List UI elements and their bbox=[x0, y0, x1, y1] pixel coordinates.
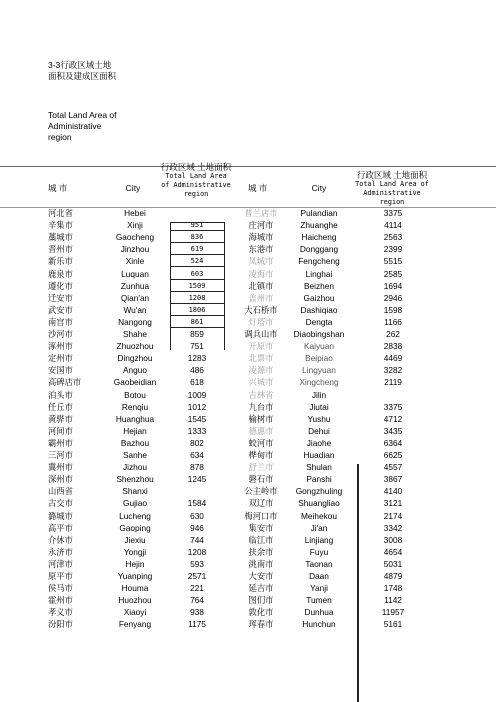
right-city-cn-cell: 庄河市 bbox=[248, 220, 274, 231]
left-city-en-cell: Anguo bbox=[123, 365, 147, 376]
table-row bbox=[0, 219, 496, 231]
left-city-en-cell: Sanhe bbox=[123, 450, 147, 460]
table-row bbox=[0, 546, 496, 558]
right-city-en-cell: Gongzhuling bbox=[295, 486, 343, 497]
right-area-value-cell: 3008 bbox=[383, 534, 403, 545]
table-row bbox=[0, 570, 496, 582]
left-city-cn-cell: 介休市 bbox=[48, 534, 73, 545]
left-city-en-cell: Huanghua bbox=[115, 413, 155, 424]
right-city-en-cell: Diaobingshan bbox=[293, 329, 345, 339]
right-city-en-cell: Shuangliao bbox=[298, 498, 340, 509]
right-city-cn-cell: 延吉市 bbox=[248, 583, 274, 594]
table-row bbox=[0, 606, 496, 618]
left-area-value-cell: 1333 bbox=[187, 425, 207, 436]
table-row bbox=[0, 473, 496, 485]
right-city-cn-cell: 九台市 bbox=[248, 401, 274, 412]
right-city-en-cell: Gaizhou bbox=[303, 292, 335, 303]
table-row bbox=[0, 255, 496, 267]
left-area-value-cell: 1509 bbox=[170, 280, 224, 292]
table-row bbox=[0, 425, 496, 437]
left-city-en-cell: Renqiu bbox=[121, 401, 149, 412]
right-city-cn-cell: 海城市 bbox=[248, 232, 274, 243]
left-city-cn-cell: 南宫市 bbox=[48, 316, 73, 327]
table-row bbox=[0, 594, 496, 606]
left-area-value-cell: 486 bbox=[190, 365, 204, 376]
left-city-cn-cell: 永济市 bbox=[48, 546, 73, 557]
left-area-value-cell: 836 bbox=[170, 231, 224, 243]
right-area-value-cell: 5031 bbox=[383, 558, 403, 569]
left-city-cn-cell: 沙河市 bbox=[48, 329, 73, 339]
right-area-value-cell: 2119 bbox=[384, 377, 402, 388]
left-city-cn-cell: 霸州市 bbox=[48, 437, 73, 448]
right-city-cn-cell: 双辽市 bbox=[248, 498, 274, 509]
right-city-cn-cell: 大石桥市 bbox=[244, 304, 278, 315]
right-area-value-cell: 2585 bbox=[383, 268, 403, 279]
table-row bbox=[0, 497, 496, 509]
table-row bbox=[0, 389, 496, 401]
left-city-en-cell: Zhuozhou bbox=[116, 341, 154, 352]
right-city-en-cell: Taonan bbox=[305, 558, 333, 569]
right-area-value-cell: 1598 bbox=[383, 304, 403, 315]
left-city-en-cell: Botou bbox=[124, 389, 146, 400]
left-city-cn-cell: 汾阳市 bbox=[48, 619, 73, 630]
left-area-value-cell: 951 bbox=[170, 219, 224, 231]
left-city-en-cell: Luquan bbox=[121, 268, 149, 279]
left-area-value-cell: 751 bbox=[190, 341, 204, 352]
right-city-cn-cell: 榆树市 bbox=[248, 413, 274, 424]
left-city-cn-cell: 辛集市 bbox=[48, 220, 73, 231]
right-area-value-cell: 5161 bbox=[383, 619, 403, 630]
left-city-en-cell: Gaoping bbox=[119, 522, 151, 533]
right-city-en-cell: Jilin bbox=[311, 389, 327, 400]
right-city-en-cell: Zhuanghe bbox=[300, 220, 338, 231]
table-row bbox=[0, 618, 496, 630]
right-city-cn-cell: 公主岭市 bbox=[244, 486, 278, 497]
left-area-value-cell: 603 bbox=[170, 268, 224, 280]
right-city-cn-cell: 凌海市 bbox=[248, 268, 274, 279]
left-city-en-cell: Lucheng bbox=[119, 510, 151, 521]
left-city-cn-cell: 新乐市 bbox=[48, 256, 73, 267]
left-area-value-cell: 2571 bbox=[187, 571, 207, 581]
left-area-value-cell: 802 bbox=[190, 437, 204, 448]
left-area-value-cell: 1283 bbox=[187, 353, 207, 364]
left-city-cn-cell: 河间市 bbox=[48, 425, 73, 436]
left-header-city-en: City bbox=[125, 183, 141, 193]
right-area-value-cell: 2174 bbox=[383, 510, 403, 521]
right-city-cn-cell: 敦化市 bbox=[248, 607, 274, 618]
right-value-column-rule bbox=[357, 464, 359, 702]
left-area-value-cell: 1208 bbox=[187, 546, 207, 557]
right-area-value-cell: 4140 bbox=[383, 486, 403, 497]
left-area-value-cell: 1208 bbox=[170, 292, 224, 304]
right-city-en-cell: Shulan bbox=[306, 462, 332, 473]
right-header-area-cn: 行政区域 土地面积 bbox=[356, 170, 428, 180]
left-city-en-cell: Jizhou bbox=[123, 462, 147, 473]
right-area-value-cell: 4654 bbox=[383, 546, 403, 557]
right-city-cn-cell: 北票市 bbox=[248, 353, 274, 364]
table-row bbox=[0, 510, 496, 522]
left-city-cn-cell: 遵化市 bbox=[48, 280, 73, 291]
right-city-en-cell: Hunchun bbox=[302, 619, 336, 630]
right-city-cn-cell: 桦甸市 bbox=[248, 450, 274, 460]
right-city-cn-cell: 盖州市 bbox=[248, 292, 274, 303]
right-city-en-cell: Tumen bbox=[306, 595, 332, 606]
left-city-cn-cell: 霍州市 bbox=[48, 595, 73, 606]
left-city-cn-cell: 侯马市 bbox=[48, 583, 73, 594]
right-city-en-cell: Linghai bbox=[305, 268, 333, 279]
right-city-en-cell: Fuyu bbox=[309, 546, 329, 557]
right-city-cn-cell: 磐石市 bbox=[248, 474, 274, 485]
table-row bbox=[0, 231, 496, 243]
right-area-value-cell: 4557 bbox=[383, 462, 403, 473]
left-city-en-cell: Bazhou bbox=[120, 437, 150, 448]
right-area-value-cell: 3375 bbox=[383, 401, 403, 412]
left-city-en-cell: Hebei bbox=[124, 208, 146, 218]
left-city-cn-cell: 冀州市 bbox=[48, 462, 73, 473]
left-city-en-cell: Wu'an bbox=[123, 304, 147, 315]
left-city-cn-cell: 河北省 bbox=[48, 208, 73, 218]
right-city-en-cell: Yushu bbox=[307, 413, 331, 424]
table-row bbox=[0, 558, 496, 570]
right-city-cn-cell: 凌源市 bbox=[248, 365, 274, 376]
right-city-cn-cell: 临江市 bbox=[248, 534, 274, 545]
left-city-cn-cell: 孝义市 bbox=[48, 607, 73, 618]
right-area-value-cell: 4712 bbox=[383, 413, 403, 424]
right-area-value-cell: 11957 bbox=[381, 607, 405, 618]
left-city-cn-cell: 安国市 bbox=[48, 365, 73, 376]
left-city-en-cell: Hejian bbox=[123, 425, 147, 436]
right-area-value-cell: 5515 bbox=[383, 256, 403, 267]
right-city-en-cell: Beizhen bbox=[304, 280, 334, 291]
left-city-cn-cell: 迁安市 bbox=[48, 292, 73, 303]
right-city-en-cell: Haicheng bbox=[301, 232, 337, 243]
right-city-cn-cell: 大安市 bbox=[248, 571, 274, 581]
right-area-value-cell: 3375 bbox=[383, 208, 403, 218]
left-city-en-cell: Hejin bbox=[125, 558, 145, 569]
right-area-value-cell: 3435 bbox=[383, 425, 403, 436]
left-city-en-cell: Zunhua bbox=[120, 280, 150, 291]
left-city-en-cell: Yongji bbox=[123, 546, 147, 557]
left-city-cn-cell: 晋州市 bbox=[48, 244, 73, 255]
right-area-value-cell: 262 bbox=[386, 329, 400, 339]
right-city-cn-cell: 调兵山市 bbox=[244, 329, 278, 339]
left-city-cn-cell: 高平市 bbox=[48, 522, 73, 533]
right-city-en-cell: Linjiang bbox=[304, 534, 334, 545]
right-header-city-en: City bbox=[311, 183, 327, 193]
right-area-value-cell: 3282 bbox=[383, 365, 403, 376]
right-city-en-cell: Kaiyuan bbox=[304, 341, 334, 352]
right-city-en-cell: Yanji bbox=[310, 583, 328, 594]
left-city-cn-cell: 原平市 bbox=[48, 571, 73, 581]
right-header-city-cn: 城 市 bbox=[248, 183, 268, 193]
left-city-cn-cell: 黄骅市 bbox=[48, 413, 73, 424]
left-city-en-cell: Yuanping bbox=[117, 571, 153, 581]
left-city-cn-cell: 泊头市 bbox=[48, 389, 73, 400]
right-city-cn-cell: 蛟河市 bbox=[248, 437, 274, 448]
left-city-en-cell: Jinzhou bbox=[120, 244, 150, 255]
left-area-value-cell: 1009 bbox=[187, 389, 207, 400]
left-area-value-cell: 1584 bbox=[187, 498, 207, 509]
right-area-value-cell: 2399 bbox=[383, 244, 403, 255]
left-city-cn-cell: 藁城市 bbox=[48, 232, 73, 243]
left-city-en-cell: Houma bbox=[121, 583, 149, 594]
table-title-english: Total Land Area of Administrative region bbox=[48, 110, 117, 142]
right-city-cn-cell: 洮南市 bbox=[248, 558, 274, 569]
right-city-cn-cell: 开原市 bbox=[248, 341, 274, 352]
table-row bbox=[0, 268, 496, 280]
right-city-en-cell: Beipiao bbox=[305, 353, 333, 364]
left-city-en-cell: Xinji bbox=[127, 220, 143, 231]
left-value-box-left-border bbox=[170, 222, 171, 350]
right-area-value-cell: 3867 bbox=[383, 474, 403, 485]
right-city-en-cell: Jiutai bbox=[309, 401, 329, 412]
table-row bbox=[0, 485, 496, 497]
table-row bbox=[0, 364, 496, 376]
table-row bbox=[0, 376, 496, 388]
table-row bbox=[0, 243, 496, 255]
left-area-value-cell: 861 bbox=[170, 316, 224, 328]
right-city-cn-cell: 集安市 bbox=[248, 522, 274, 533]
left-city-cn-cell: 山西省 bbox=[48, 486, 73, 497]
table-row bbox=[0, 534, 496, 546]
left-area-value-cell: 744 bbox=[190, 534, 204, 545]
right-area-value-cell: 1694 bbox=[383, 280, 403, 291]
right-area-value-cell: 4879 bbox=[383, 571, 403, 581]
left-city-en-cell: Gujiao bbox=[123, 498, 147, 509]
right-area-value-cell: 1166 bbox=[384, 316, 402, 327]
right-city-en-cell: Meihekou bbox=[301, 510, 337, 521]
right-header-area-en: Total Land Area of Administrative region bbox=[355, 180, 429, 206]
left-city-cn-cell: 高碑店市 bbox=[48, 377, 82, 388]
left-value-box-top-border bbox=[170, 222, 224, 223]
right-area-value-cell: 6625 bbox=[383, 450, 403, 460]
right-area-value-cell: 2563 bbox=[383, 232, 403, 243]
left-city-cn-cell: 鹿泉市 bbox=[48, 268, 73, 279]
right-city-en-cell: Donggang bbox=[299, 244, 339, 255]
right-area-value-cell: 4469 bbox=[383, 353, 403, 364]
left-city-cn-cell: 武安市 bbox=[48, 304, 73, 315]
left-city-en-cell: Gaocheng bbox=[115, 232, 155, 243]
left-area-value-cell: 1806 bbox=[170, 304, 224, 316]
right-city-en-cell: Dehui bbox=[308, 425, 330, 436]
left-area-value-cell: 878 bbox=[190, 462, 204, 473]
left-area-value-cell: 634 bbox=[190, 450, 204, 460]
left-city-en-cell: Huozhou bbox=[118, 595, 152, 606]
left-area-value-cell: 938 bbox=[190, 607, 204, 618]
table-row bbox=[0, 340, 496, 352]
right-area-value-cell: 2838 bbox=[383, 341, 403, 352]
left-area-value-cell: 946 bbox=[190, 522, 204, 533]
left-area-value-cell: 619 bbox=[170, 243, 224, 255]
left-city-en-cell: Nangong bbox=[118, 316, 152, 327]
table-row bbox=[0, 401, 496, 413]
table-row bbox=[0, 328, 496, 340]
table-row bbox=[0, 352, 496, 364]
right-area-value-cell: 2946 bbox=[383, 292, 403, 303]
right-city-cn-cell: 凤城市 bbox=[248, 256, 274, 267]
right-city-cn-cell: 梅河口市 bbox=[244, 510, 278, 521]
table-title-chinese: 3-3行政区域土地面积及建成区面积 bbox=[48, 60, 117, 81]
right-city-cn-cell: 图们市 bbox=[248, 595, 274, 606]
left-city-en-cell: Xinle bbox=[125, 256, 145, 267]
table-row bbox=[0, 522, 496, 534]
left-header-area-en: Total Land Area of Administrative region bbox=[161, 172, 231, 198]
right-area-value-cell: 3121 bbox=[383, 498, 403, 509]
right-city-en-cell: Fengcheng bbox=[298, 256, 340, 267]
left-city-cn-cell: 三河市 bbox=[48, 450, 73, 460]
left-city-cn-cell: 任丘市 bbox=[48, 401, 73, 412]
right-city-cn-cell: 吉林省 bbox=[248, 389, 274, 400]
table-row bbox=[0, 413, 496, 425]
left-city-en-cell: Gaobeidian bbox=[113, 377, 157, 388]
right-city-en-cell: Ji'an bbox=[310, 522, 328, 533]
left-area-value-cell: 221 bbox=[190, 583, 204, 594]
table-row bbox=[0, 280, 496, 292]
left-city-en-cell: Shanxi bbox=[122, 486, 148, 497]
left-area-value-cell: 1175 bbox=[188, 619, 206, 630]
right-city-en-cell: Dengta bbox=[305, 316, 333, 327]
left-city-en-cell: Fenyang bbox=[118, 619, 152, 630]
right-city-en-cell: Panshi bbox=[306, 474, 332, 485]
right-city-en-cell: Dashiqiao bbox=[300, 304, 338, 315]
left-city-en-cell: Dingzhou bbox=[117, 353, 153, 364]
right-area-value-cell: 3342 bbox=[383, 522, 403, 533]
right-area-value-cell: 1748 bbox=[383, 583, 403, 594]
right-city-en-cell: Dunhua bbox=[304, 607, 334, 618]
header-top-rule bbox=[0, 166, 496, 167]
left-area-value-cell: 1012 bbox=[187, 401, 207, 412]
table-row bbox=[0, 316, 496, 328]
table-row bbox=[0, 582, 496, 594]
right-city-cn-cell: 舒兰市 bbox=[248, 462, 274, 473]
right-area-value-cell: 6364 bbox=[383, 437, 403, 448]
table-row bbox=[0, 292, 496, 304]
right-city-en-cell: Jiaohe bbox=[306, 437, 332, 448]
left-city-en-cell: Shahe bbox=[123, 329, 147, 339]
left-city-cn-cell: 深州市 bbox=[48, 474, 73, 485]
left-city-en-cell: Jiexiu bbox=[124, 534, 146, 545]
right-area-value-cell: 4114 bbox=[384, 220, 402, 231]
left-city-cn-cell: 定州市 bbox=[48, 353, 73, 364]
left-area-value-cell: 1545 bbox=[187, 413, 207, 424]
left-area-value-cell: 593 bbox=[190, 558, 204, 569]
left-city-cn-cell: 涿州市 bbox=[48, 341, 73, 352]
right-area-value-cell: 1142 bbox=[384, 595, 402, 606]
table-row bbox=[0, 461, 496, 473]
left-area-value-cell: 1245 bbox=[187, 474, 207, 485]
left-header-city-cn: 城 市 bbox=[48, 183, 68, 193]
left-city-en-cell: Qian'an bbox=[120, 292, 150, 303]
left-header-area-cn: 行政区域 土地面积 bbox=[160, 162, 232, 172]
right-city-en-cell: Lingyuan bbox=[302, 365, 336, 376]
right-city-cn-cell: 德惠市 bbox=[248, 425, 274, 436]
left-city-en-cell: Xiaoyi bbox=[123, 607, 147, 618]
right-city-en-cell: Huadian bbox=[303, 450, 335, 460]
right-city-cn-cell: 扶余市 bbox=[248, 546, 274, 557]
right-city-cn-cell: 灯塔市 bbox=[248, 316, 274, 327]
left-area-value-cell: 630 bbox=[190, 510, 204, 521]
left-city-cn-cell: 河津市 bbox=[48, 558, 73, 569]
table-row bbox=[0, 207, 496, 219]
left-city-en-cell: Shenzhou bbox=[116, 474, 154, 485]
right-city-en-cell: Daan bbox=[309, 571, 329, 581]
right-city-cn-cell: 北镇市 bbox=[248, 280, 274, 291]
left-city-cn-cell: 潞城市 bbox=[48, 510, 73, 521]
right-city-en-cell: Xingcheng bbox=[299, 377, 339, 388]
table-row bbox=[0, 304, 496, 316]
left-area-value-cell: 618 bbox=[190, 377, 204, 388]
left-city-cn-cell: 古交市 bbox=[48, 498, 73, 509]
right-city-en-cell: Pulandian bbox=[300, 208, 338, 218]
table-row bbox=[0, 449, 496, 461]
right-city-cn-cell: 普兰店市 bbox=[244, 208, 278, 218]
right-city-cn-cell: 珲春市 bbox=[248, 619, 274, 630]
right-city-cn-cell: 兴城市 bbox=[248, 377, 274, 388]
left-area-value-cell: 764 bbox=[190, 595, 204, 606]
left-area-value-cell: 859 bbox=[190, 329, 204, 339]
table-row bbox=[0, 437, 496, 449]
left-area-value-cell: 524 bbox=[170, 255, 224, 267]
right-city-cn-cell: 东港市 bbox=[248, 244, 274, 255]
left-value-box-right-border bbox=[224, 222, 225, 350]
